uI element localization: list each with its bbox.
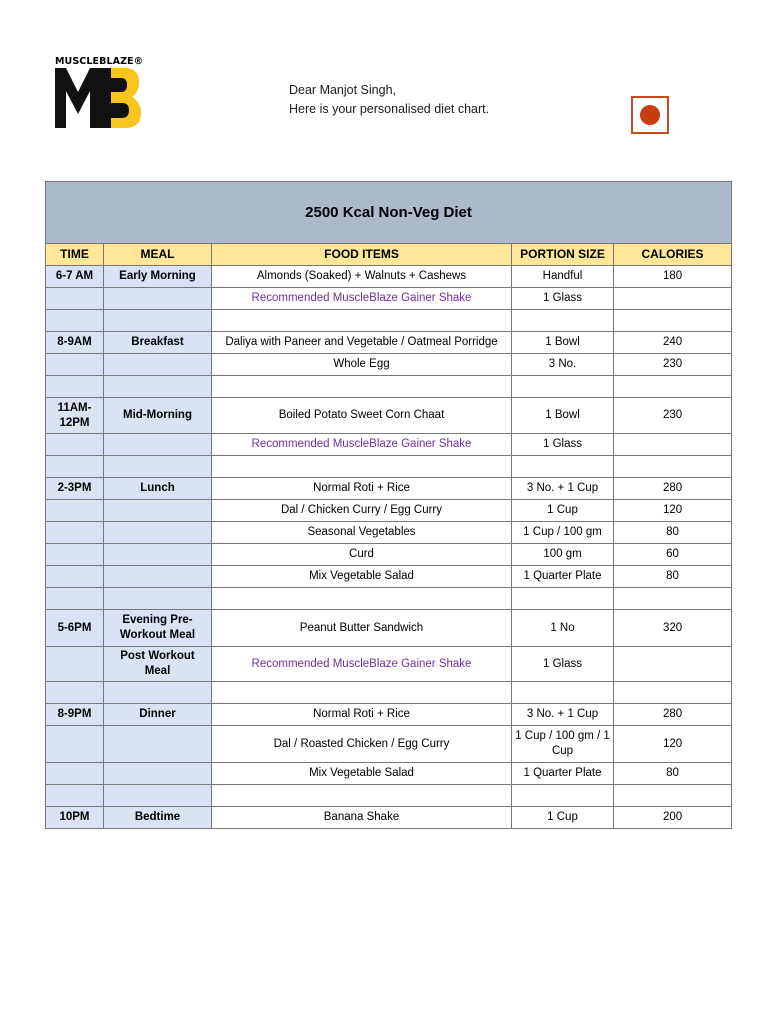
table-row (46, 266, 732, 288)
cell-meal (104, 434, 212, 456)
cell-meal (104, 726, 212, 763)
diet-chart-table (45, 181, 732, 829)
table-header-row (46, 244, 732, 266)
header-time: TIME (46, 244, 104, 266)
record-badge-icon (631, 96, 669, 134)
cell-time (46, 456, 104, 478)
table-row (46, 456, 732, 478)
cell-time (46, 544, 104, 566)
cell-portion: 3 No. + 1 Cup (512, 704, 614, 726)
table-row (46, 434, 732, 456)
cell-food: Recommended MuscleBlaze Gainer Shake (212, 434, 512, 456)
cell-meal (104, 544, 212, 566)
cell-food: Normal Roti + Rice (212, 478, 512, 500)
cell-meal: Breakfast (104, 332, 212, 354)
cell-time: 8-9PM (46, 704, 104, 726)
cell-time (46, 434, 104, 456)
cell-portion (512, 310, 614, 332)
greeting (289, 81, 489, 119)
cell-time (46, 682, 104, 704)
cell-meal (104, 500, 212, 522)
cell-meal (104, 522, 212, 544)
cell-time (46, 310, 104, 332)
cell-food: Normal Roti + Rice (212, 704, 512, 726)
header-calories: CALORIES (614, 244, 732, 266)
cell-calories (614, 288, 732, 310)
cell-calories: 80 (614, 566, 732, 588)
cell-portion: 3 No. (512, 354, 614, 376)
cell-food (212, 310, 512, 332)
cell-time (46, 354, 104, 376)
header-portion-size: PORTION SIZE (512, 244, 614, 266)
cell-meal (104, 785, 212, 807)
cell-portion: 1 Cup / 100 gm (512, 522, 614, 544)
table-row (46, 726, 732, 763)
brand-wordmark: MUSCLEBLAZE® (55, 56, 144, 67)
cell-meal (104, 566, 212, 588)
table-row (46, 807, 732, 829)
cell-portion: 1 Quarter Plate (512, 763, 614, 785)
cell-calories (614, 310, 732, 332)
cell-portion (512, 682, 614, 704)
cell-portion (512, 785, 614, 807)
cell-time: 8-9AM (46, 332, 104, 354)
cell-meal: Bedtime (104, 807, 212, 829)
cell-time (46, 588, 104, 610)
cell-meal (104, 288, 212, 310)
cell-meal (104, 376, 212, 398)
cell-food: Seasonal Vegetables (212, 522, 512, 544)
cell-food: Recommended MuscleBlaze Gainer Shake (212, 288, 512, 310)
table-row (46, 500, 732, 522)
table-row (46, 398, 732, 434)
cell-calories: 120 (614, 726, 732, 763)
cell-food: Almonds (Soaked) + Walnuts + Cashews (212, 266, 512, 288)
table-row (46, 354, 732, 376)
cell-food: Curd (212, 544, 512, 566)
cell-food: Daliya with Paneer and Vegetable / Oatmeal Porridge (212, 332, 512, 354)
table-row (46, 310, 732, 332)
cell-calories (614, 785, 732, 807)
cell-meal: Lunch (104, 478, 212, 500)
cell-calories: 200 (614, 807, 732, 829)
cell-time: 11AM-12PM (46, 398, 104, 434)
cell-meal: Early Morning (104, 266, 212, 288)
table-row (46, 647, 732, 682)
table-row (46, 332, 732, 354)
cell-food (212, 376, 512, 398)
cell-portion: 1 Cup (512, 807, 614, 829)
cell-portion: 1 No (512, 610, 614, 647)
cell-calories: 60 (614, 544, 732, 566)
cell-portion: 1 Cup (512, 500, 614, 522)
cell-time: 10PM (46, 807, 104, 829)
diet-title: 2500 Kcal Non-Veg Diet (46, 182, 732, 244)
cell-time (46, 566, 104, 588)
header-meal: MEAL (104, 244, 212, 266)
greeting-line-name: Dear Manjot Singh, (289, 83, 397, 97)
cell-portion: 1 Glass (512, 434, 614, 456)
cell-calories: 280 (614, 478, 732, 500)
cell-meal: Evening Pre-Workout Meal (104, 610, 212, 647)
cell-calories: 240 (614, 332, 732, 354)
cell-portion (512, 588, 614, 610)
cell-calories: 180 (614, 266, 732, 288)
cell-calories (614, 647, 732, 682)
cell-food: Recommended MuscleBlaze Gainer Shake (212, 647, 512, 682)
cell-calories (614, 682, 732, 704)
cell-portion (512, 456, 614, 478)
cell-food (212, 785, 512, 807)
cell-time (46, 726, 104, 763)
cell-food: Mix Vegetable Salad (212, 566, 512, 588)
cell-food: Boiled Potato Sweet Corn Chaat (212, 398, 512, 434)
cell-portion: 1 Bowl (512, 398, 614, 434)
table-title-row (46, 182, 732, 244)
table-row (46, 763, 732, 785)
cell-time (46, 376, 104, 398)
cell-calories: 230 (614, 398, 732, 434)
table-body (46, 266, 732, 829)
cell-time (46, 763, 104, 785)
cell-calories (614, 376, 732, 398)
cell-time (46, 785, 104, 807)
cell-time: 5-6PM (46, 610, 104, 647)
cell-food (212, 588, 512, 610)
cell-time (46, 500, 104, 522)
cell-portion: 100 gm (512, 544, 614, 566)
table-row (46, 522, 732, 544)
cell-meal (104, 682, 212, 704)
cell-calories (614, 588, 732, 610)
cell-calories: 80 (614, 763, 732, 785)
cell-calories: 320 (614, 610, 732, 647)
cell-time (46, 522, 104, 544)
table-row (46, 588, 732, 610)
cell-food (212, 456, 512, 478)
greeting-line-message: Here is your personalised diet chart. (289, 102, 490, 116)
cell-portion: 1 Glass (512, 647, 614, 682)
table-row (46, 704, 732, 726)
muscleblaze-logo (55, 68, 143, 128)
red-dot-icon (640, 105, 660, 125)
cell-food: Whole Egg (212, 354, 512, 376)
cell-portion: Handful (512, 266, 614, 288)
cell-meal: Dinner (104, 704, 212, 726)
cell-food: Peanut Butter Sandwich (212, 610, 512, 647)
cell-time: 2-3PM (46, 478, 104, 500)
table-row (46, 610, 732, 647)
table-row (46, 376, 732, 398)
table-row (46, 288, 732, 310)
cell-calories (614, 434, 732, 456)
cell-food: Mix Vegetable Salad (212, 763, 512, 785)
table-row (46, 682, 732, 704)
cell-meal: Mid-Morning (104, 398, 212, 434)
table-row (46, 785, 732, 807)
cell-food: Banana Shake (212, 807, 512, 829)
cell-portion (512, 376, 614, 398)
cell-food: Dal / Roasted Chicken / Egg Curry (212, 726, 512, 763)
cell-calories: 280 (614, 704, 732, 726)
table-row (46, 566, 732, 588)
cell-calories (614, 456, 732, 478)
cell-meal: Post Workout Meal (104, 647, 212, 682)
cell-portion: 1 Quarter Plate (512, 566, 614, 588)
cell-portion: 1 Glass (512, 288, 614, 310)
cell-calories: 80 (614, 522, 732, 544)
cell-time: 6-7 AM (46, 266, 104, 288)
table-row (46, 544, 732, 566)
cell-time (46, 647, 104, 682)
header-food-items: FOOD ITEMS (212, 244, 512, 266)
cell-portion: 3 No. + 1 Cup (512, 478, 614, 500)
cell-meal (104, 588, 212, 610)
cell-time (46, 288, 104, 310)
cell-meal (104, 354, 212, 376)
cell-portion: 1 Bowl (512, 332, 614, 354)
cell-calories: 120 (614, 500, 732, 522)
cell-meal (104, 763, 212, 785)
cell-food (212, 682, 512, 704)
cell-portion: 1 Cup / 100 gm / 1 Cup (512, 726, 614, 763)
table-row (46, 478, 732, 500)
cell-meal (104, 456, 212, 478)
cell-meal (104, 310, 212, 332)
cell-calories: 230 (614, 354, 732, 376)
cell-food: Dal / Chicken Curry / Egg Curry (212, 500, 512, 522)
